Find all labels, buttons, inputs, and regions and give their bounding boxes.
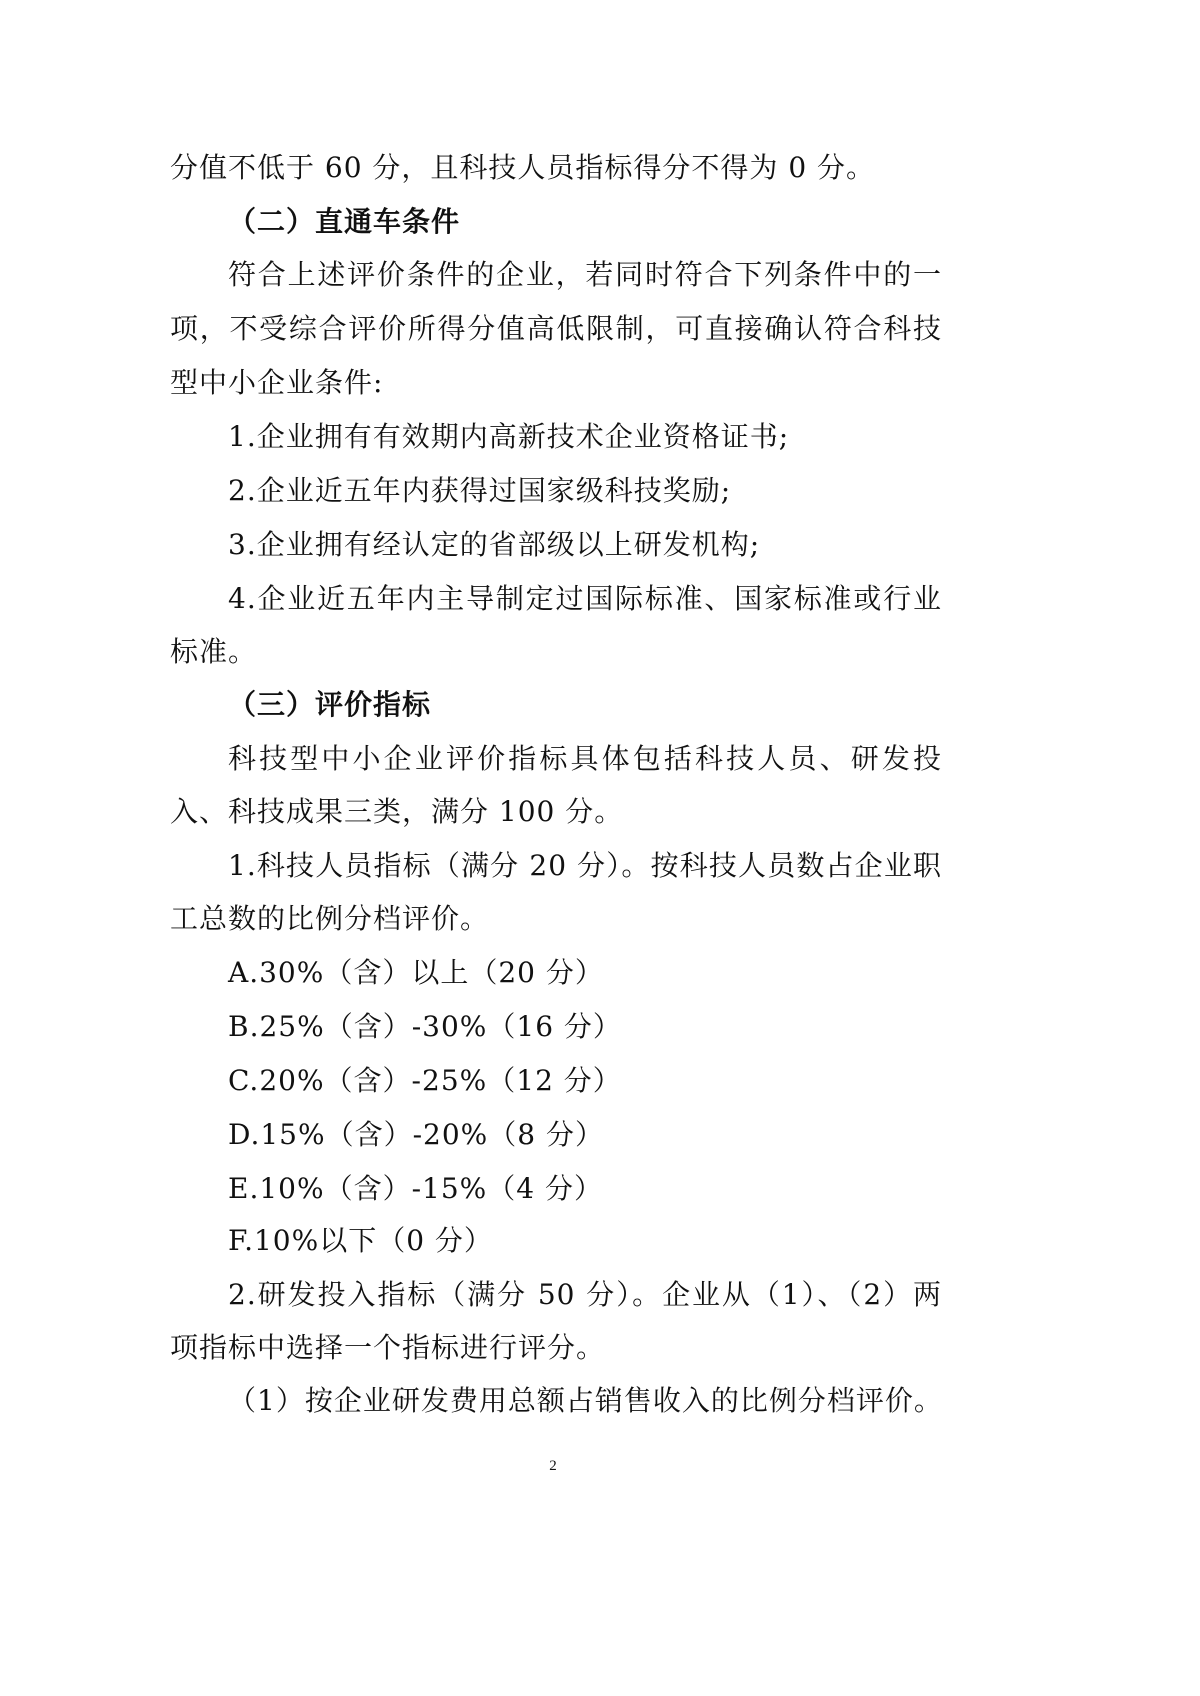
paragraph-line: 入、科技成果三类，满分 100 分。: [170, 795, 624, 828]
section-heading-evaluation-indicators: （三）评价指标: [228, 688, 432, 721]
paragraph-line: 1.科技人员指标（满分 20 分）。按科技人员数占企业职: [228, 849, 942, 882]
list-item: 4.企业近五年内主导制定过国际标准、国家标准或行业: [228, 582, 942, 615]
paragraph-line: 项，不受综合评价所得分值高低限制，可直接确认符合科技: [170, 312, 942, 345]
grade-item: D.15%（含）-20%（8 分）: [228, 1118, 604, 1151]
list-item: 2.企业近五年内获得过国家级科技奖励;: [228, 474, 732, 507]
grade-item: B.25%（含）-30%（16 分）: [228, 1010, 622, 1043]
page-number: 2: [549, 1458, 557, 1474]
grade-item: A.30%（含）以上（20 分）: [228, 956, 604, 989]
paragraph-line: 符合上述评价条件的企业，若同时符合下列条件中的一: [228, 258, 942, 291]
section-heading-direct-conditions: （二）直通车条件: [228, 205, 461, 238]
paragraph-line: 2.研发投入指标（满分 50 分）。企业从（1）、（2）两: [228, 1278, 942, 1311]
grade-item: C.20%（含）-25%（12 分）: [228, 1064, 622, 1097]
paragraph-line: （1）按企业研发费用总额占销售收入的比例分档评价。: [228, 1384, 943, 1417]
list-item: 3.企业拥有经认定的省部级以上研发机构;: [228, 528, 761, 561]
paragraph-line: 标准。: [170, 635, 258, 668]
paragraph-line: 科技型中小企业评价指标具体包括科技人员、研发投: [228, 742, 942, 775]
grade-item: F.10%以下（0 分）: [228, 1224, 493, 1257]
paragraph-line: 项指标中选择一个指标进行评分。: [170, 1331, 606, 1364]
paragraph-line: 型中小企业条件:: [170, 366, 384, 399]
paragraph-line: 工总数的比例分档评价。: [170, 902, 490, 935]
paragraph-line: 分值不低于 60 分，且科技人员指标得分不得为 0 分。: [170, 151, 876, 184]
grade-item: E.10%（含）-15%（4 分）: [228, 1172, 603, 1205]
list-item: 1.企业拥有有效期内高新技术企业资格证书;: [228, 420, 790, 453]
